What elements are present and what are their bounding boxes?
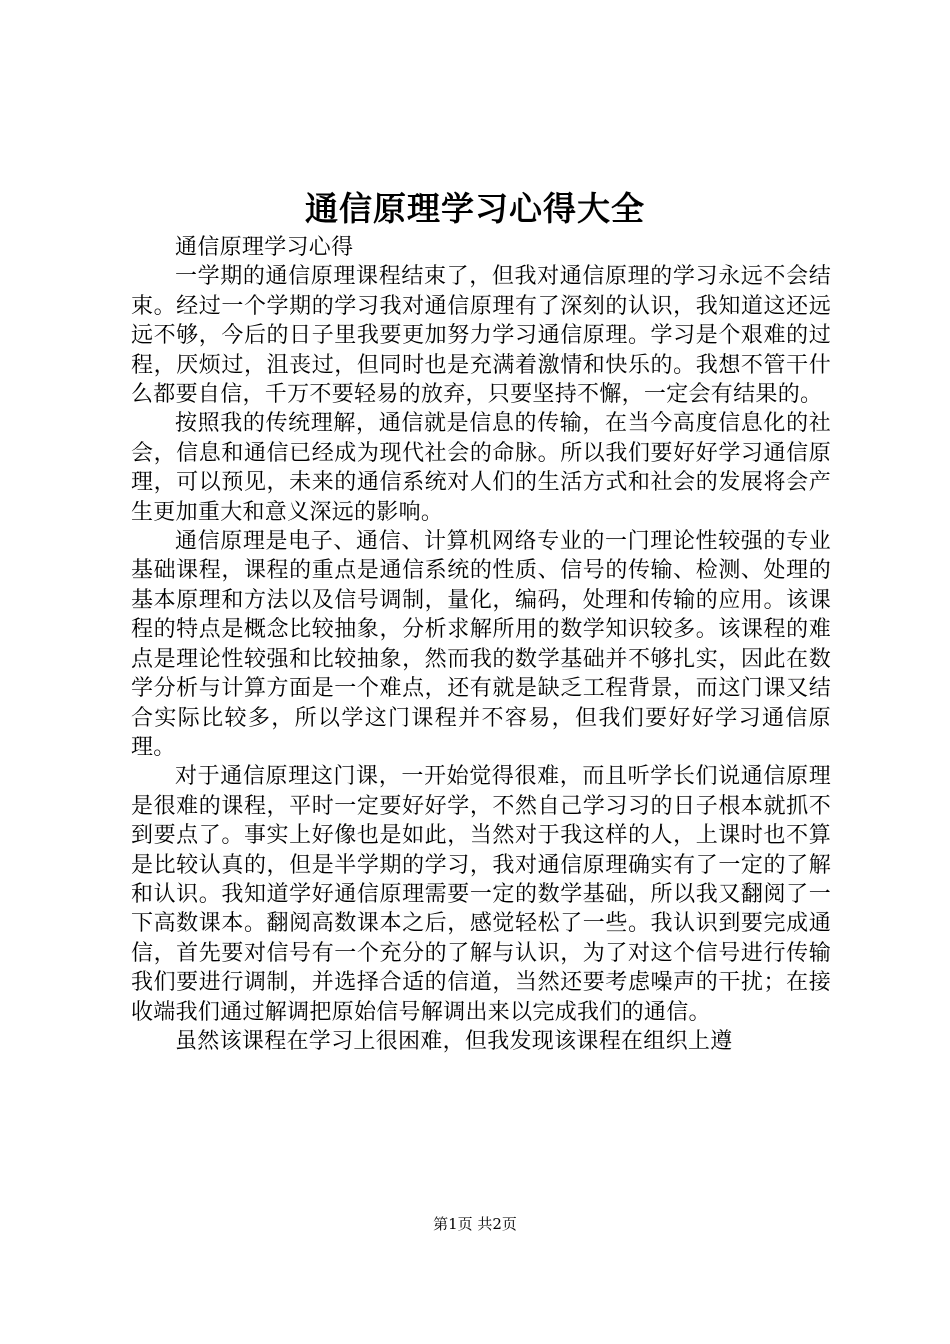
paragraph: 一学期的通信原理课程结束了，但我对通信原理的学习永远不会结束。经过一个学期的学习我对通信原理有了深刻的认识，我知道这还远远不够，今后的日子里我要更加努力学习通信原理。学习是个艰难的过程，厌烦过，沮丧过，但同时也是充满着激情和快乐的。我想不管干什么都要自信，千万不要轻易的放弃，只要坚持不懈，一定会有结果的。 [131,264,831,408]
paragraph: 虽然该课程在学习上很困难，但我发现该课程在组织上遵 [175,1028,733,1054]
page-total: 共2页 [477,1215,517,1233]
page-footer [0,1212,950,1236]
paragraph: 对于通信原理这门课，一开始觉得很难，而且听学长们说通信原理是很难的课程，平时一定要好好学，不然自己学习习的日子根本就抓不到要点了。事实上好像也是如此，当然对于我这样的人，上课时也不算是比较认真的，但是半学期的学习，我对通信原理确实有了一定的了解和认识。我知道学好通信原理需要一定的数学基础，所以我又翻阅了一下高数课本。翻阅高数课本之后，感觉轻松了一些。我认识到要完成通信，首先要对信号有一个充分的了解与认识，为了对这个信号进行传输我们要进行调制，并选择合适的信道，当然还要考虑噪声的干扰；在接收端我们通过解调把原始信号解调出来以完成我们的通信。 [131,764,831,1025]
document-body [131,233,831,1056]
paragraph: 按照我的传统理解，通信就是信息的传输，在当今高度信息化的社会，信息和通信已经成为现代社会的命脉。所以我们要好好学习通信原理，可以预见，未来的通信系统对人们的生活方式和社会的发展将会产生更加重大和意义深远的影响。 [131,411,831,525]
section-heading: 通信原理学习心得 [175,235,354,260]
page-number: 第1页 [433,1215,473,1233]
paragraph: 通信原理是电子、通信、计算机网络专业的一门理论性较强的专业基础课程，课程的重点是通信系统的性质、信号的传输、检测、处理的基本原理和方法以及信号调制，量化，编码，处理和传输的应用。该课程的特点是概念比较抽象，分析求解所用的数学知识较多。该课程的难点是理论性较强和比较抽象，然而我的数学基础并不够扎实，因此在数学分析与计算方面是一个难点，还有就是缺乏工程背景，而这门课又结合实际比较多，所以学这门课程并不容易，但我们要好好学习通信原理。 [131,529,831,760]
document-title: 通信原理学习心得大全 [305,189,645,228]
